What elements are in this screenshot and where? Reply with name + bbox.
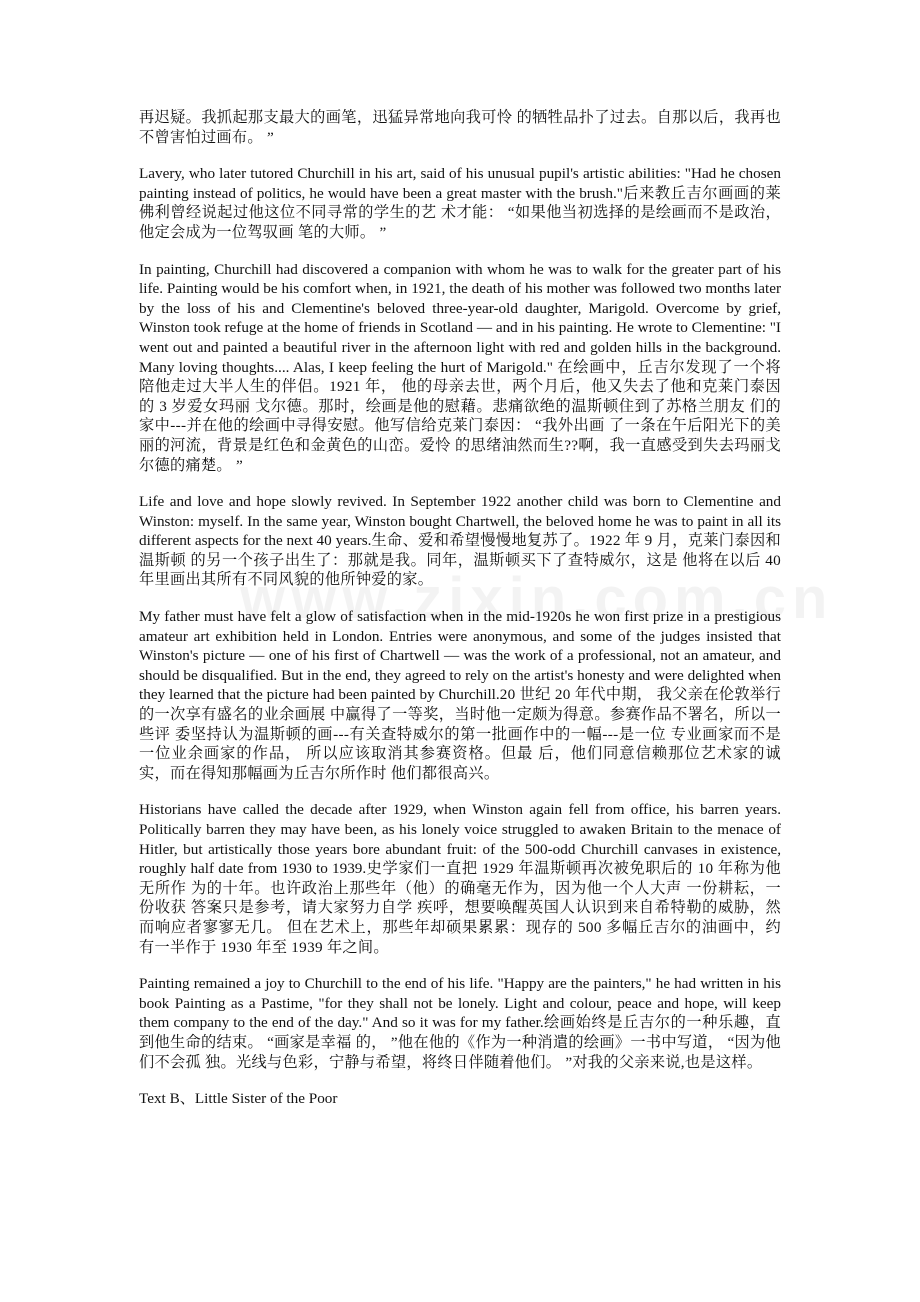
paragraph-2-zh: 后来教丘吉尔画画的莱佛利曾经说起过他这位不同寻常的学生的艺 术才能： “如果他当初选择的是绘画而不是政治，他定会成为一位驾驭画 笔的大师。 ”: [139, 184, 781, 241]
paragraph-3-zh: 在绘画中，丘吉尔发现了一个将陪他走过大半人生的伴侣。1921 年， 他的母亲去世，两个月后，他又失去了他和克莱门泰因的 3 岁爱女玛丽 戈尔德。那时，绘画是他的慰藉。悲痛欲绝的温斯顿住到了苏格兰朋友 们的家中---并在他的绘画中寻得安慰。他写信给克莱门泰因： “我外出画 了一条在午后阳光下的美丽的河流，背景是红色和金黄色的山峦。爱怜 的思绪油然而生??啊，我一直感受到失去玛丽戈尔德的痛楚。 ”: [139, 358, 781, 474]
paragraph-2: [139, 164, 781, 242]
paragraph-4: [139, 492, 781, 590]
paragraph-4-en: Life and love and hope slowly revived. In September 1922 another child was born to Clementine and Winston: myself. In the same year, Winston bought Chartwell, the beloved home he was to paint in all its different aspects for the next 40 years.: [139, 493, 781, 550]
paragraph-5: [139, 607, 781, 783]
paragraph-7: [139, 974, 781, 1072]
paragraph-1: [139, 108, 781, 147]
paragraph-6: [139, 800, 781, 957]
paragraph-5-en: My father must have felt a glow of satisfaction when in the mid-1920s he won first prize in a prestigious amateur art exhibition held in London. Entries were anonymous, and some of the judges insisted that Winston's picture — one of his first of Chartwell — was the work of a professional, not an amateur, and should be disqualified. But in the end, they agreed to rely on the artist's honesty and were delighted when they learned that the picture had been painted by Churchill.: [139, 608, 781, 704]
paragraph-3-en: In painting, Churchill had discovered a companion with whom he was to walk for the greater part of his life. Painting would be his comfort when, in 1921, the death of his mother was followed two months later by the loss of his and Clementine's beloved three-year-old daughter, Marigold. Overcome by grief, Winston took refuge at the home of friends in Scotland — and in his painting. He wrote to Clementine: "I went out and painted a beautiful river in the afternoon light with red and golden hills in the background. Many loving thoughts.... Alas, I keep feeling the hurt of Marigold.": [139, 260, 781, 376]
paragraph-6-en: Historians have called the decade after 1929, when Winston again fell from office, his barren years. Politically barren they may have been, as his lonely voice struggled to awaken Britain to the menace of Hitler, but artistically those years bore abundant fruit: of the 500-odd Churchill canvases in existence, roughly half date from 1930 to 1939.: [139, 801, 781, 878]
document-body: [139, 108, 781, 1109]
section-heading: Text B、Little Sister of the Poor: [139, 1090, 338, 1108]
paragraph-7-en: Painting remained a joy to Churchill to the end of his life. "Happy are the painters," he had written in his book Painting as a Pastime, "for they shall not be lonely. Light and colour, peace and hope, will keep them company to the end of the day." And so it was for my father.: [139, 975, 781, 1032]
paragraph-4-zh: 生命、爱和希望慢慢地复苏了。1922 年 9 月，克莱门泰因和温斯顿 的另一个孩子出生了：那就是我。同年，温斯顿买下了查特威尔，这是 他将在以后 40 年里画出其所有不同风貌的他所钟爱的家。: [139, 532, 781, 589]
paragraph-3: [139, 260, 781, 476]
paragraph-2-en: Lavery, who later tutored Churchill in his art, said of his unusual pupil's artistic abilities: "Had he chosen painting instead of politics, he would have been a great master with the brush.": [139, 165, 781, 202]
paragraph-5-zh: 20 世纪 20 年代中期， 我父亲在伦敦举行的一次享有盛名的业余画展 中赢得了一等奖，当时他一定颇为得意。参赛作品不署名，所以一些评 委坚持认为温斯顿的画---有关查特威尔的第一批画作中的一幅---是一位 专业画家而不是一位业余画家的作品， 所以应该取消其参赛资格。但最 后，他们同意信赖那位艺术家的诚实，而在得知那幅画为丘吉尔所作时 他们都很高兴。: [139, 686, 782, 782]
paragraph-1-zh: 再迟疑。我抓起那支最大的画笔，迅猛异常地向我可怜 的牺牲品扑了过去。自那以后，我再也不曾害怕过画布。 ”: [139, 109, 781, 146]
paragraph-6-zh: 史学家们一直把 1929 年温斯顿再次被免职后的 10 年称为他无所作 为的十年。也许政治上那些年（他）的确毫无作为，因为他一个人大声 一份耕耘，一份收获 答案只是参考，请大家努力自学 疾呼，想要唤醒英国人认识到来自希特勒的威胁，然而响应者寥寥无几。 但在艺术上，那些年却硕果累累：现存的 500 多幅丘吉尔的油画中，约 有一半作于 1930 年至 1939 年之间。: [139, 860, 781, 956]
paragraph-7-zh: 绘画始终是丘吉尔的一种乐趣，直到他生命的结束。 “画家是幸福 的， ”他在他的《作为一种消遣的绘画》一书中写道， “因为他们不会孤 独。光线与色彩，宁静与希望，将终日伴随着他们。 ”对我的父亲来说,也是这样。: [139, 1014, 782, 1071]
